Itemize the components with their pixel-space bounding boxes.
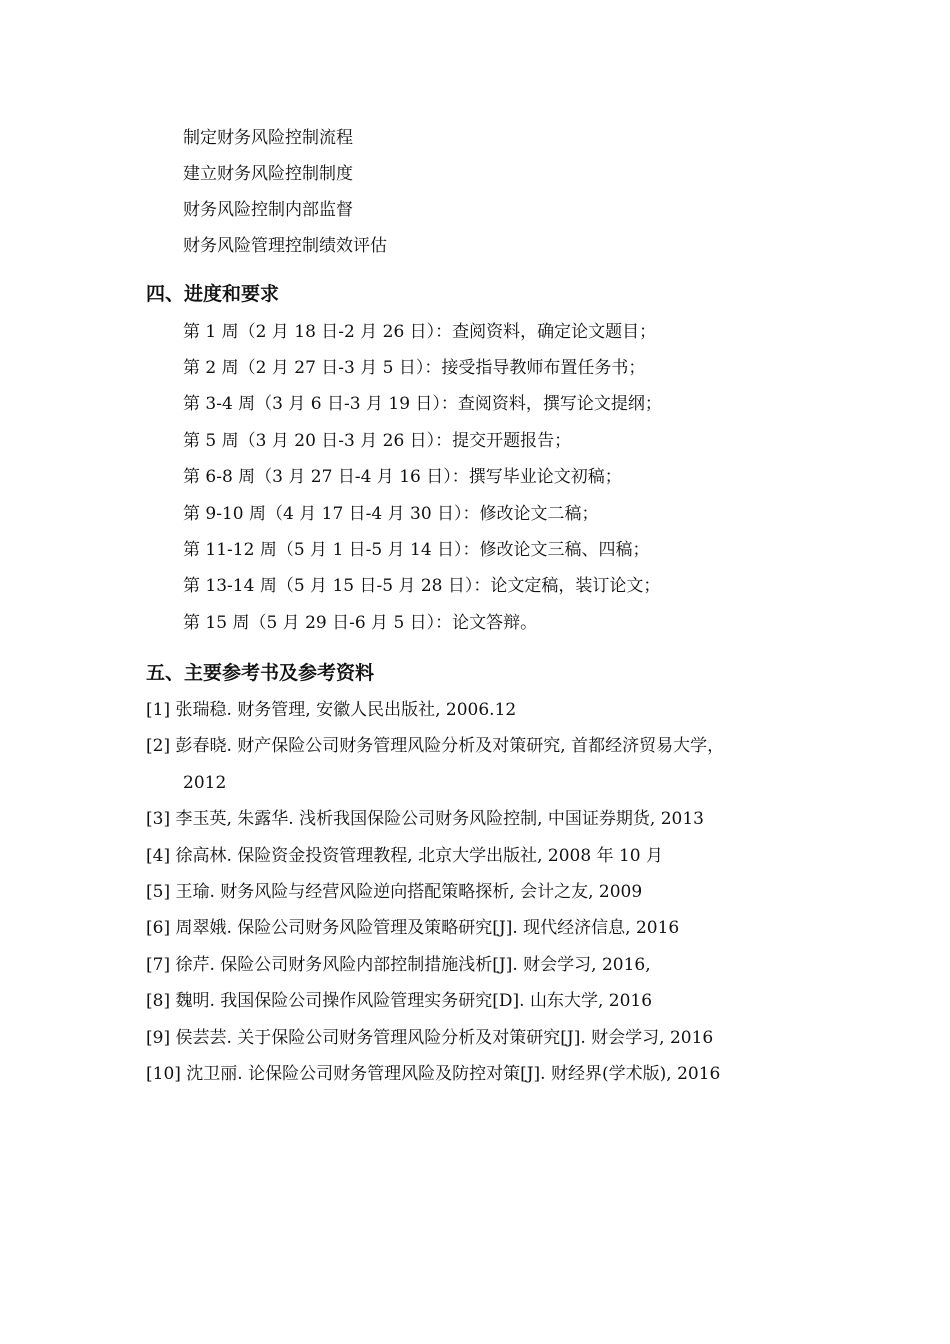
list-item: 财务风险控制内部监督	[183, 200, 353, 220]
reference-item: [7] 徐芹. 保险公司财务风险内部控制措施浅析[J]. 财会学习, 2016,	[146, 955, 651, 975]
schedule-item: 第 6-8 周（3 月 27 日-4 月 16 日）：撰写毕业论文初稿；	[183, 467, 622, 487]
reference-item: [3] 李玉英, 朱露华. 浅析我国保险公司财务风险控制, 中国证券期货, 2013	[146, 809, 704, 829]
section-heading-references: 五、主要参考书及参考资料	[146, 662, 375, 684]
reference-item: [8] 魏明. 我国保险公司操作风险管理实务研究[D]. 山东大学, 2016	[146, 991, 653, 1011]
schedule-item: 第 11-12 周（5 月 1 日-5 月 14 日）：修改论文三稿、四稿；	[183, 540, 650, 560]
schedule-item: 第 5 周（3 月 20 日-3 月 26 日）：提交开题报告；	[183, 431, 572, 451]
schedule-item: 第 13-14 周（5 月 15 日-5 月 28 日）：论文定稿，装订论文；	[183, 576, 661, 596]
schedule-item: 第 2 周（2 月 27 日-3 月 5 日）：接受指导教师布置任务书；	[183, 358, 646, 378]
schedule-item: 第 1 周（2 月 18 日-2 月 26 日）：查阅资料，确定论文题目；	[183, 322, 657, 342]
reference-item: [1] 张瑞稳. 财务管理, 安徽人民出版社, 2006.12	[146, 700, 517, 720]
reference-item: [10] 沈卫丽. 论保险公司财务管理风险及防控对策[J]. 财经界(学术版), 2016	[146, 1064, 721, 1084]
list-item: 建立财务风险控制制度	[183, 164, 353, 184]
schedule-item: 第 15 周（5 月 29 日-6 月 5 日）：论文答辩。	[183, 613, 538, 633]
reference-item: [6] 周翠娥. 保险公司财务风险管理及策略研究[J]. 现代经济信息, 2016	[146, 918, 680, 938]
reference-item: [4] 徐高林. 保险资金投资管理教程, 北京大学出版社, 2008 年 10 月	[146, 846, 664, 866]
schedule-item: 第 3-4 周（3 月 6 日-3 月 19 日）：查阅资料，撰写论文提纲；	[183, 394, 662, 414]
reference-item: [9] 侯芸芸. 关于保险公司财务管理风险分析及对策研究[J]. 财会学习, 2016	[146, 1028, 714, 1048]
reference-item: [2] 彭春晓. 财产保险公司财务管理风险分析及对策研究, 首都经济贸易大学，	[146, 736, 725, 756]
list-item: 财务风险管理控制绩效评估	[183, 236, 387, 256]
reference-item: [5] 王瑜. 财务风险与经营风险逆向搭配策略探析, 会计之友, 2009	[146, 882, 643, 902]
section-heading-schedule: 四、进度和要求	[146, 283, 280, 305]
schedule-item: 第 9-10 周（4 月 17 日-4 月 30 日）：修改论文二稿；	[183, 504, 599, 524]
reference-item-continuation: 2012	[183, 773, 227, 793]
list-item: 制定财务风险控制流程	[183, 128, 353, 148]
